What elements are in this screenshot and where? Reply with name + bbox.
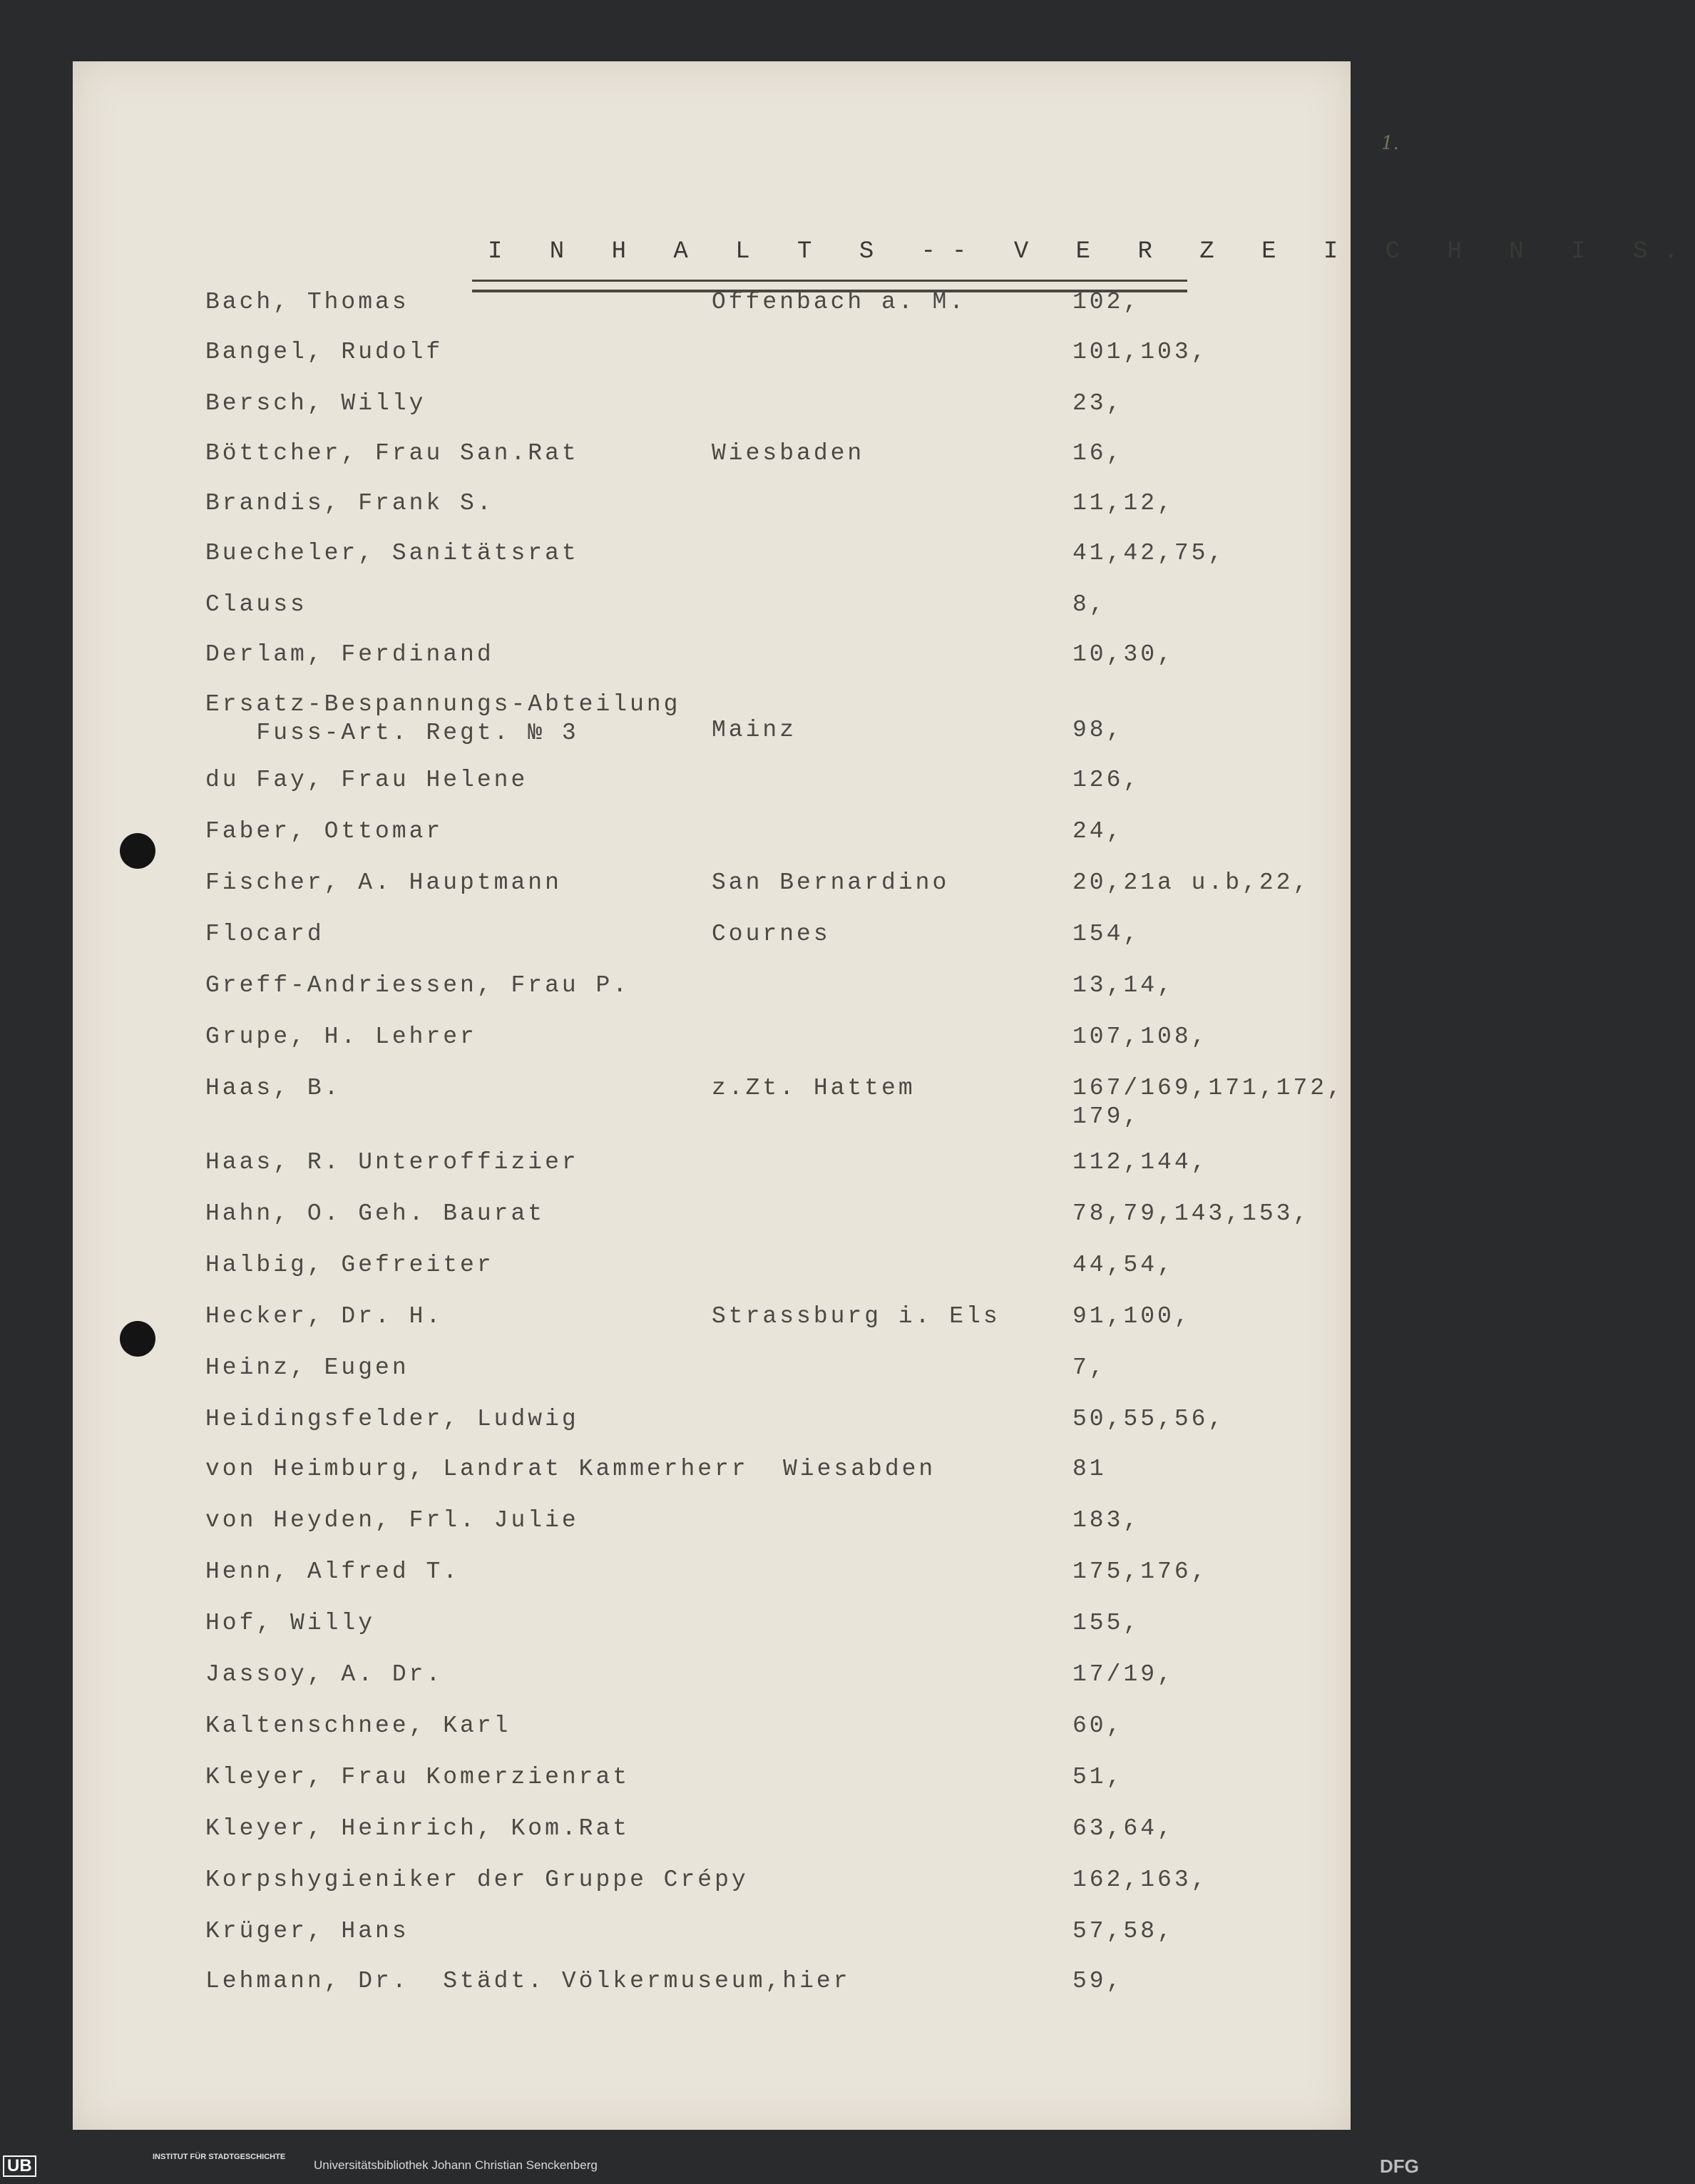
entry-pages: 44,54, bbox=[1072, 1252, 1174, 1278]
entry-pages: 7, bbox=[1072, 1354, 1107, 1381]
entry-name: Clauss bbox=[205, 591, 307, 618]
entry-name: du Fay, Frau Helene bbox=[205, 767, 528, 793]
entry-name: Fischer, A. Hauptmann bbox=[205, 869, 562, 896]
entry-name: Haas, B. bbox=[205, 1075, 342, 1101]
entry-name: Halbig, Gefreiter bbox=[205, 1252, 494, 1278]
entry-pages: 101,103, bbox=[1072, 339, 1209, 365]
entry-pages: 183, bbox=[1072, 1507, 1141, 1534]
entry-name: Buecheler, Sanitätsrat bbox=[205, 540, 579, 566]
index-entry bbox=[73, 338, 1351, 389]
index-entry bbox=[73, 1148, 1351, 1200]
entry-place: Wiesbaden bbox=[712, 440, 865, 466]
index-entry bbox=[73, 1074, 1351, 1153]
entry-pages: 16, bbox=[1072, 440, 1124, 466]
entry-pages: 98, bbox=[1072, 717, 1124, 743]
library-label: Universitätsbibliothek Johann Christian Senckenberg bbox=[314, 2158, 598, 2172]
entry-name: Hof, Willy bbox=[205, 1610, 376, 1636]
entry-place: z.Zt. Hattem bbox=[712, 1075, 916, 1101]
entry-name: Kleyer, Heinrich, Kom.Rat bbox=[205, 1815, 630, 1842]
entry-name: Faber, Ottomar bbox=[205, 818, 444, 844]
entry-pages: 24, bbox=[1072, 818, 1124, 844]
entry-name: Korpshygieniker der Gruppe Crépy bbox=[205, 1867, 749, 1893]
index-entry bbox=[73, 439, 1351, 491]
page-number: 1. bbox=[1381, 133, 1399, 154]
index-entry bbox=[73, 591, 1351, 642]
entry-name: Jassoy, A. Dr. bbox=[205, 1661, 444, 1688]
entry-name: Greff-Andriessen, Frau P. bbox=[205, 972, 630, 999]
entry-name: Lehmann, Dr. Städt. Völkermuseum,hier bbox=[205, 1968, 851, 1994]
footer-bar bbox=[0, 2147, 1426, 2184]
entry-name: von Heyden, Frl. Julie bbox=[205, 1507, 579, 1534]
index-entry bbox=[73, 1866, 1351, 1917]
entry-pages: 155, bbox=[1072, 1610, 1141, 1636]
index-entry bbox=[73, 920, 1351, 971]
entry-pages: 126, bbox=[1072, 767, 1141, 793]
entry-pages: 50,55,56, bbox=[1072, 1406, 1226, 1432]
index-entry bbox=[73, 1354, 1351, 1405]
entry-name: Bach, Thomas bbox=[205, 289, 409, 315]
entry-pages: 20,21a u.b,22, bbox=[1072, 869, 1311, 896]
entry-pages: 107,108, bbox=[1072, 1024, 1209, 1050]
entry-name: Bangel, Rudolf bbox=[205, 339, 444, 365]
entry-name: Krüger, Hans bbox=[205, 1918, 409, 1944]
punch-hole bbox=[120, 833, 155, 869]
entry-pages: 162,163, bbox=[1072, 1867, 1209, 1893]
entry-name: Heidingsfelder, Ludwig bbox=[205, 1406, 579, 1432]
index-entry bbox=[73, 1302, 1351, 1354]
index-entry bbox=[73, 1967, 1351, 2019]
index-entry bbox=[73, 869, 1351, 920]
entry-pages: 60, bbox=[1072, 1713, 1124, 1739]
ub-logo: UB bbox=[3, 2155, 36, 2177]
document-title: I N H A L T S -- V E R Z E I C H N I S. bbox=[488, 238, 1695, 265]
entry-name: Ersatz-Bespannungs-Abteilung Fuss-Art. Regt. № 3 bbox=[205, 691, 681, 746]
entry-name: Henn, Alfred T. bbox=[205, 1558, 461, 1585]
entry-name: Flocard bbox=[205, 921, 324, 947]
index-entry bbox=[73, 389, 1351, 441]
entry-pages: 91,100, bbox=[1072, 1303, 1192, 1330]
entry-name: Grupe, H. Lehrer bbox=[205, 1024, 477, 1050]
entry-name: Kleyer, Frau Komerzienrat bbox=[205, 1764, 630, 1790]
entry-pages: 51, bbox=[1072, 1764, 1124, 1790]
index-entry bbox=[73, 1558, 1351, 1609]
index-entry bbox=[73, 971, 1351, 1023]
index-entry bbox=[73, 1917, 1351, 1969]
entry-name: von Heimburg, Landrat Kammerherr bbox=[205, 1456, 749, 1482]
index-entry bbox=[73, 1455, 1351, 1506]
entry-pages: 23, bbox=[1072, 390, 1124, 417]
entry-pages: 175,176, bbox=[1072, 1558, 1209, 1585]
entry-name: Heinz, Eugen bbox=[205, 1354, 409, 1381]
entry-name: Böttcher, Frau San.Rat bbox=[205, 440, 579, 466]
index-entry bbox=[73, 1763, 1351, 1815]
index-entry bbox=[73, 641, 1351, 692]
entry-place: Wiesabden bbox=[783, 1456, 936, 1482]
index-entry bbox=[73, 690, 1351, 769]
entry-place: San Bernardino bbox=[712, 869, 950, 896]
punch-hole bbox=[120, 1321, 155, 1357]
index-entry bbox=[73, 288, 1351, 340]
entry-pages: 78,79,143,153, bbox=[1072, 1200, 1311, 1227]
entry-name: Brandis, Frank S. bbox=[205, 490, 494, 516]
index-entry bbox=[73, 766, 1351, 817]
index-entry bbox=[73, 1609, 1351, 1660]
index-entry bbox=[73, 1712, 1351, 1763]
entry-name: Derlam, Ferdinand bbox=[205, 641, 494, 668]
entry-pages: 167/169,171,172, 179, bbox=[1072, 1075, 1344, 1130]
entry-pages: 112,144, bbox=[1072, 1149, 1209, 1175]
index-entry bbox=[73, 817, 1351, 869]
index-entry bbox=[73, 1660, 1351, 1712]
index-entry bbox=[73, 1815, 1351, 1866]
entry-pages: 81 bbox=[1072, 1456, 1107, 1482]
index-entry bbox=[73, 539, 1351, 591]
entry-pages: 57,58, bbox=[1072, 1918, 1174, 1944]
index-entry bbox=[73, 1405, 1351, 1456]
entry-pages: 10,30, bbox=[1072, 641, 1174, 668]
entry-pages: 154, bbox=[1072, 921, 1141, 947]
entry-pages: 63,64, bbox=[1072, 1815, 1174, 1842]
entry-name: Kaltenschnee, Karl bbox=[205, 1713, 511, 1739]
entry-pages: 8, bbox=[1072, 591, 1107, 618]
institute-label: INSTITUT FÜR STADTGESCHICHTE bbox=[153, 2153, 286, 2161]
entry-name: Bersch, Willy bbox=[205, 390, 426, 417]
entry-pages: 13,14, bbox=[1072, 972, 1174, 999]
entry-pages: 102, bbox=[1072, 289, 1141, 315]
entry-place: Strassburg i. Els bbox=[712, 1303, 1000, 1330]
index-entry bbox=[73, 1506, 1351, 1558]
entry-name: Hecker, Dr. H. bbox=[205, 1303, 444, 1330]
index-entry bbox=[73, 1023, 1351, 1074]
entry-pages: 17/19, bbox=[1072, 1661, 1174, 1688]
entry-pages: 11,12, bbox=[1072, 490, 1174, 516]
entry-name: Hahn, O. Geh. Baurat bbox=[205, 1200, 546, 1227]
document-page bbox=[73, 61, 1695, 2130]
index-entry bbox=[73, 1200, 1351, 1251]
entry-name: Haas, R. Unteroffizier bbox=[205, 1149, 579, 1175]
entry-pages: 59, bbox=[1072, 1968, 1124, 1994]
entry-place: Offenbach a. M. bbox=[712, 289, 967, 315]
dfg-logo: DFG bbox=[1380, 2155, 1419, 2177]
entry-place: Mainz bbox=[712, 717, 797, 743]
entry-place: Cournes bbox=[712, 921, 831, 947]
index-entry bbox=[73, 489, 1351, 541]
entry-pages: 41,42,75, bbox=[1072, 540, 1226, 566]
title-underline bbox=[472, 280, 1187, 282]
index-entry bbox=[73, 1251, 1351, 1302]
